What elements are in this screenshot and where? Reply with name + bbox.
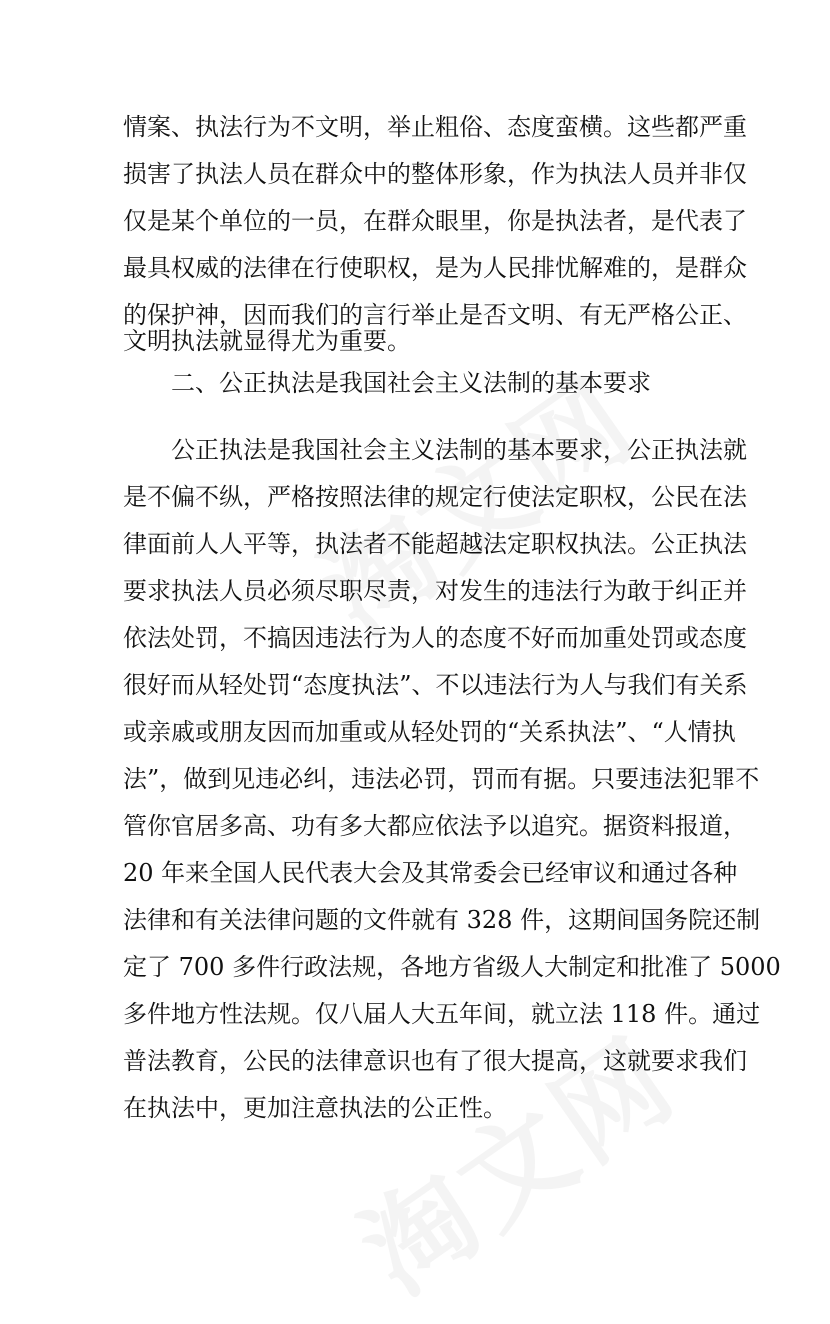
body-line: 普法教育，公民的法律意识也有了很大提高，这就要求我们 — [123, 1047, 747, 1075]
body-line: 律面前人人平等，执法者不能超越法定职权执法。公正执法 — [123, 530, 747, 558]
body-line: 管你官居多高、功有多大都应依法予以追究。据资料报道， — [123, 812, 747, 840]
body-line: 情案、执法行为不文明，举止粗俗、态度蛮横。这些都严重 — [123, 113, 747, 141]
section-heading: 二、公正执法是我国社会主义法制的基本要求 — [171, 369, 651, 397]
body-line: 多件地方性法规。仅八届人大五年间，就立法 118 件。通过 — [123, 1000, 761, 1028]
body-line: 20 年来全国人民代表大会及其常委会已经审议和通过各种 — [123, 859, 738, 887]
body-line: 依法处罚，不搞因违法行为人的态度不好而加重处罚或态度 — [123, 624, 747, 652]
body-line: 要求执法人员必须尽职尽责，对发生的违法行为敢于纠正并 — [123, 577, 747, 605]
body-line: 是不偏不纵，严格按照法律的规定行使法定职权，公民在法 — [123, 483, 747, 511]
body-line: 最具权威的法律在行使职权，是为人民排忧解难的，是群众 — [123, 254, 747, 282]
body-line: 法”，做到见违必纠，违法必罚，罚而有据。只要违法犯罪不 — [123, 765, 760, 793]
body-line: 很好而从轻处罚“态度执法”、不以违法行为人与我们有关系 — [123, 671, 748, 699]
body-line: 损害了执法人员在群众中的整体形象，作为执法人员并非仅 — [123, 160, 747, 188]
body-line: 或亲戚或朋友因而加重或从轻处罚的“关系执法”、“人情执 — [123, 718, 736, 746]
body-line: 文明执法就显得尤为重要。 — [123, 327, 411, 355]
body-line: 定了 700 多件行政法规，各地方省级人大制定和批准了 5000 — [123, 953, 781, 981]
body-line: 公正执法是我国社会主义法制的基本要求，公正执法就 — [171, 436, 747, 464]
body-line: 的保护神，因而我们的言行举止是否文明、有无严格公正、 — [123, 301, 747, 329]
body-line: 仅是某个单位的一员，在群众眼里，你是执法者，是代表了 — [123, 207, 747, 235]
watermark — [326, 994, 702, 1323]
body-line: 在执法中，更加注意执法的公正性。 — [123, 1094, 507, 1122]
body-line: 法律和有关法律问题的文件就有 328 件，这期间国务院还制 — [123, 906, 761, 934]
